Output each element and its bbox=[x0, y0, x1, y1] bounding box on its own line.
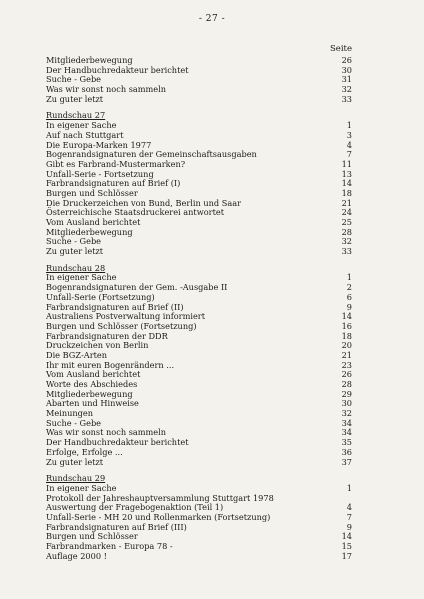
toc-entry-page: 4 bbox=[346, 139, 352, 150]
toc-entry-title: Auflage 2000 ! bbox=[46, 550, 107, 561]
toc-entry-title: Was wir sonst noch sammeln bbox=[46, 427, 167, 438]
toc-entry-title: Farbrandmarken - Europa 78 - bbox=[46, 541, 173, 551]
toc-entry-title: Druckzeichen von Berlin bbox=[46, 340, 149, 351]
toc-entry-title: Unfall-Serie (Fortsetzung) bbox=[46, 291, 155, 302]
toc-entry-title: Erfolge, Erfolge ... bbox=[46, 446, 123, 457]
toc-entry-title: Farbrandsignaturen auf Brief (II) bbox=[46, 301, 184, 312]
toc-entry-page: 30 bbox=[341, 64, 352, 75]
toc-entry-page: 16 bbox=[341, 320, 352, 331]
toc-entry-page: 1 bbox=[346, 482, 352, 493]
toc-section bbox=[46, 56, 352, 104]
toc-entry-title: Meinungen bbox=[46, 408, 94, 419]
toc-entry-page: 20 bbox=[341, 340, 352, 351]
page-column-header: Seite bbox=[329, 44, 352, 54]
toc-entry-page: 32 bbox=[341, 236, 352, 247]
toc-entry-page: 1 bbox=[346, 120, 352, 131]
toc-entry-title: Mitgliederbewegung bbox=[46, 55, 133, 65]
toc-entry-title: Burgen und Schlösser bbox=[46, 187, 138, 198]
toc-entry-page: 31 bbox=[341, 74, 352, 85]
toc-entry-page: 23 bbox=[341, 359, 352, 370]
toc-entry-page: 15 bbox=[341, 541, 352, 551]
toc-entry-title: In eigener Sache bbox=[46, 482, 117, 493]
section-heading: Rundschau 28 bbox=[46, 262, 106, 273]
toc-entry-page: 2 bbox=[346, 282, 352, 293]
toc-entry-page: 7 bbox=[346, 511, 352, 522]
toc-entry-title: Burgen und Schlösser bbox=[46, 531, 138, 542]
toc-entry-page: 26 bbox=[341, 55, 352, 65]
toc-entry-title: Bogenrandsignaturen der Gem. -Ausgabe II bbox=[46, 282, 228, 293]
toc-entry-page: 30 bbox=[341, 398, 352, 409]
toc-entry-title: Österreichische Staatsdruckerei antwortet bbox=[46, 207, 225, 218]
toc-entry-page: 34 bbox=[341, 427, 352, 438]
toc-entry-title: Suche - Gebe bbox=[46, 417, 102, 428]
toc-entry-title: Ihr mit euren Bogenrändern ... bbox=[46, 359, 175, 370]
toc-entry-page: 29 bbox=[341, 388, 352, 399]
toc-entry-page: 14 bbox=[341, 311, 352, 322]
toc-entry-page: 32 bbox=[341, 84, 352, 95]
toc-entry-page: 9 bbox=[346, 301, 352, 312]
toc-entry-title: In eigener Sache bbox=[46, 272, 117, 283]
toc-entry-title: Mitgliederbewegung bbox=[46, 226, 133, 237]
toc-entry-title: Unfall-Serie - Fortsetzung bbox=[46, 168, 154, 179]
toc-entry-page: 9 bbox=[346, 521, 352, 532]
toc-entry-title: Zu guter letzt bbox=[46, 93, 104, 104]
toc-entry-page: 25 bbox=[341, 217, 352, 227]
toc-entry-page: 3 bbox=[346, 129, 352, 140]
toc-entry-title: Protokoll der Jahreshauptversammlung Stuttgart 1978 bbox=[46, 492, 274, 503]
toc-entry-page: 14 bbox=[341, 531, 352, 542]
toc-entry-title: Was wir sonst noch sammeln bbox=[46, 84, 167, 95]
toc-entry-page: 33 bbox=[341, 93, 352, 104]
toc-section bbox=[46, 104, 352, 256]
toc-entry-page: 24 bbox=[341, 207, 352, 218]
toc-entry-title: Zu guter letzt bbox=[46, 456, 104, 467]
toc-entry-page: 33 bbox=[341, 246, 352, 257]
toc-entry-title: Der Handbuchredakteur berichtet bbox=[46, 64, 189, 75]
toc-entry-title: Vom Ausland berichtet bbox=[46, 217, 141, 227]
toc-entry-title: Vom Ausland berichtet bbox=[46, 369, 141, 380]
toc-entry-title: In eigener Sache bbox=[46, 120, 117, 131]
toc-entry-title: Die Europa-Marken 1977 bbox=[46, 139, 152, 150]
section-heading: Rundschau 27 bbox=[46, 110, 106, 121]
toc-entry-title: Worte des Abschiedes bbox=[46, 379, 138, 389]
toc-section bbox=[46, 257, 352, 467]
toc-entry-title: Die Druckerzeichen von Bund, Berlin und Saar bbox=[46, 197, 242, 208]
table-of-contents bbox=[46, 56, 352, 561]
toc-entry-title: Auf nach Stuttgart bbox=[46, 129, 124, 140]
toc-entry-title: Gibt es Farbrand-Mustermarken? bbox=[46, 158, 186, 169]
section-heading: Rundschau 29 bbox=[46, 473, 106, 484]
toc-entry-title: Die BGZ-Arten bbox=[46, 349, 108, 360]
toc-section bbox=[46, 467, 352, 561]
toc-entry-title: Auswertung der Fragebogenaktion (Teil 1) bbox=[46, 502, 224, 513]
toc-entry-page: 18 bbox=[341, 330, 352, 341]
toc-entry-page: 14 bbox=[341, 178, 352, 189]
toc-entry-page: 1 bbox=[346, 272, 352, 283]
toc-entry-title: Australiens Postverwaltung informiert bbox=[46, 311, 206, 322]
toc-entry-page: 18 bbox=[341, 187, 352, 198]
toc-entry-page: 6 bbox=[346, 291, 352, 302]
toc-entry-page: 4 bbox=[346, 502, 352, 513]
toc-entry-title: Farbrandsignaturen auf Brief (I) bbox=[46, 178, 181, 189]
toc-entry-page: 21 bbox=[341, 349, 352, 360]
toc-entry-page: 37 bbox=[341, 456, 352, 467]
toc-entry-page: 21 bbox=[341, 197, 352, 208]
toc-entry-title: Suche - Gebe bbox=[46, 236, 102, 247]
toc-entry-title: Suche - Gebe bbox=[46, 74, 102, 85]
toc-entry-title: Farbrandsignaturen der DDR bbox=[46, 330, 168, 341]
toc-entry-title: Zu guter letzt bbox=[46, 246, 104, 257]
page-number: - 27 - bbox=[198, 14, 226, 24]
toc-entry-page: 35 bbox=[341, 437, 352, 448]
toc-entry-page: 13 bbox=[341, 168, 352, 179]
toc-entry-page: 34 bbox=[341, 417, 352, 428]
toc-entry-title: Farbrandsignaturen auf Brief (III) bbox=[46, 521, 187, 532]
toc-entry bbox=[46, 552, 352, 562]
toc-entry-page: 32 bbox=[341, 408, 352, 419]
toc-entry-page: 36 bbox=[341, 446, 352, 457]
toc-entry bbox=[46, 247, 352, 257]
toc-entry-title: Burgen und Schlösser (Fortsetzung) bbox=[46, 320, 197, 331]
toc-entry-page: 7 bbox=[346, 149, 352, 160]
toc-entry-page: 28 bbox=[341, 226, 352, 237]
toc-entry-title: Abarten und Hinweise bbox=[46, 398, 139, 409]
toc-entry-page: 26 bbox=[341, 369, 352, 380]
toc-entry-page: 11 bbox=[341, 158, 352, 169]
toc-entry-title: Der Handbuchredakteur berichtet bbox=[46, 437, 189, 448]
toc-entry-title: Mitgliederbewegung bbox=[46, 388, 133, 399]
toc-entry-page: 17 bbox=[341, 550, 352, 561]
toc-entry-page: 28 bbox=[341, 379, 352, 389]
toc-entry-title: Unfall-Serie - MH 20 und Rollenmarken (Fortsetzung) bbox=[46, 511, 271, 522]
toc-entry-title: Bogenrandsignaturen der Gemeinschaftsausgaben bbox=[46, 149, 257, 160]
toc-entry bbox=[46, 458, 352, 468]
toc-entry bbox=[46, 95, 352, 105]
